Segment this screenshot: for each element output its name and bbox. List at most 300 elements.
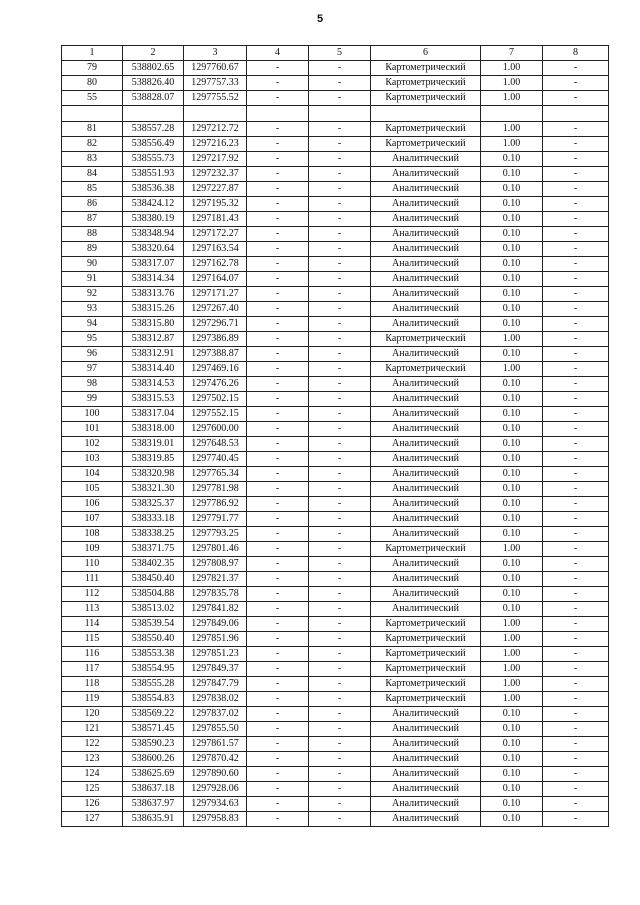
table-cell: Аналитический: [371, 722, 481, 737]
table-cell: -: [543, 122, 609, 137]
table-cell: 1.00: [481, 542, 543, 557]
table-cell: 538536.38: [123, 182, 184, 197]
table-cell: Аналитический: [371, 437, 481, 452]
table-cell: -: [247, 452, 309, 467]
table-cell: -: [247, 167, 309, 182]
table-row: [62, 122, 609, 137]
table-cell: 101: [62, 422, 123, 437]
table-cell: 538637.97: [123, 797, 184, 812]
table-cell: -: [247, 302, 309, 317]
table-cell: 0.10: [481, 767, 543, 782]
table-cell: -: [247, 587, 309, 602]
table-cell: 0.10: [481, 587, 543, 602]
table-cell: -: [543, 767, 609, 782]
table-cell: 1297855.50: [184, 722, 247, 737]
table-cell: -: [543, 91, 609, 106]
table-row: [62, 362, 609, 377]
table-row: [62, 572, 609, 587]
table-cell: 96: [62, 347, 123, 362]
table-cell: 1297861.57: [184, 737, 247, 752]
table-cell: -: [247, 497, 309, 512]
table-row: [62, 752, 609, 767]
table-cell: 1297469.16: [184, 362, 247, 377]
column-header: 3: [184, 46, 247, 61]
table-cell: Картометрический: [371, 662, 481, 677]
table-cell: 108: [62, 527, 123, 542]
table-cell: 538318.00: [123, 422, 184, 437]
table-cell: -: [309, 617, 371, 632]
table-row: [62, 617, 609, 632]
table-cell: -: [309, 302, 371, 317]
table-cell: 0.10: [481, 437, 543, 452]
table-cell: Картометрический: [371, 362, 481, 377]
table-cell: -: [543, 527, 609, 542]
column-header: 8: [543, 46, 609, 61]
table-cell: -: [247, 61, 309, 76]
table-cell: -: [247, 317, 309, 332]
table-cell: 0.10: [481, 512, 543, 527]
table-cell: Аналитический: [371, 812, 481, 827]
table-cell: 1297841.82: [184, 602, 247, 617]
table-cell: 538828.07: [123, 91, 184, 106]
table-cell: 1297172.27: [184, 227, 247, 242]
table-cell: 538380.19: [123, 212, 184, 227]
table-cell: -: [309, 752, 371, 767]
table-cell: -: [309, 152, 371, 167]
table-cell: -: [309, 497, 371, 512]
table-cell: -: [543, 722, 609, 737]
table-cell: -: [309, 722, 371, 737]
table-cell: 1.00: [481, 677, 543, 692]
table-cell: 538317.07: [123, 257, 184, 272]
table-cell: -: [543, 152, 609, 167]
table-cell: 1.00: [481, 332, 543, 347]
table-cell: Картометрический: [371, 332, 481, 347]
table-cell: -: [309, 332, 371, 347]
table-cell: -: [309, 61, 371, 76]
table-cell: 1297791.77: [184, 512, 247, 527]
table-cell: Аналитический: [371, 287, 481, 302]
table-cell: 1297163.54: [184, 242, 247, 257]
table-cell: 88: [62, 227, 123, 242]
table-cell: 127: [62, 812, 123, 827]
table-cell: 1297600.00: [184, 422, 247, 437]
table-cell: 111: [62, 572, 123, 587]
table-cell: -: [309, 91, 371, 106]
table-cell: 538551.93: [123, 167, 184, 182]
table-cell: 538321.30: [123, 482, 184, 497]
table-cell: 1297740.45: [184, 452, 247, 467]
table-cell: 1297837.02: [184, 707, 247, 722]
table-cell: Аналитический: [371, 167, 481, 182]
table-row: [62, 707, 609, 722]
table-row: [62, 76, 609, 91]
table-row: [62, 692, 609, 707]
table-cell: 538319.01: [123, 437, 184, 452]
table-cell: -: [247, 212, 309, 227]
table-cell: 0.10: [481, 197, 543, 212]
table-cell: Аналитический: [371, 377, 481, 392]
table-cell: 538315.26: [123, 302, 184, 317]
table-cell: 538504.88: [123, 587, 184, 602]
table-cell: Аналитический: [371, 767, 481, 782]
table-cell: 55: [62, 91, 123, 106]
table-cell: Аналитический: [371, 152, 481, 167]
table-cell: 0.10: [481, 407, 543, 422]
table-cell: Аналитический: [371, 182, 481, 197]
table-cell: -: [543, 182, 609, 197]
table-cell: 123: [62, 752, 123, 767]
table-row: [62, 632, 609, 647]
table-cell: Аналитический: [371, 557, 481, 572]
table-row: [62, 137, 609, 152]
table-cell: -: [543, 422, 609, 437]
table-cell: -: [247, 137, 309, 152]
table-cell: -: [543, 467, 609, 482]
table-cell: 1.00: [481, 662, 543, 677]
table-cell: Картометрический: [371, 632, 481, 647]
column-header: 1: [62, 46, 123, 61]
table-cell: 538320.64: [123, 242, 184, 257]
table-cell: 1297808.97: [184, 557, 247, 572]
table-cell: 1297835.78: [184, 587, 247, 602]
table-cell: -: [247, 677, 309, 692]
table-cell: -: [543, 167, 609, 182]
table-cell: Аналитический: [371, 227, 481, 242]
table-cell: -: [247, 197, 309, 212]
table-cell: 538553.38: [123, 647, 184, 662]
table-cell: 82: [62, 137, 123, 152]
table-cell: -: [247, 76, 309, 91]
table-cell: 1297181.43: [184, 212, 247, 227]
table-cell: 538424.12: [123, 197, 184, 212]
table-cell: 90: [62, 257, 123, 272]
table-cell: -: [309, 482, 371, 497]
table-cell: 112: [62, 587, 123, 602]
table-cell: 0.10: [481, 782, 543, 797]
table-row: [62, 437, 609, 452]
table-cell: -: [309, 572, 371, 587]
table-cell: -: [247, 812, 309, 827]
table-cell: 1297195.32: [184, 197, 247, 212]
table-cell: 1297171.27: [184, 287, 247, 302]
table-cell: 538513.02: [123, 602, 184, 617]
table-row: [62, 91, 609, 106]
table-cell: -: [309, 512, 371, 527]
table-cell: -: [543, 602, 609, 617]
table-cell: 1297217.92: [184, 152, 247, 167]
table-cell: Аналитический: [371, 392, 481, 407]
table-cell: 126: [62, 797, 123, 812]
table-cell: 1297928.06: [184, 782, 247, 797]
table-cell: -: [309, 557, 371, 572]
table-cell: -: [309, 347, 371, 362]
table-cell: -: [247, 227, 309, 242]
table-row: [62, 152, 609, 167]
table-cell: Картометрический: [371, 122, 481, 137]
table-cell: -: [247, 692, 309, 707]
table-cell: 538315.53: [123, 392, 184, 407]
table-cell: Аналитический: [371, 212, 481, 227]
table-cell: -: [309, 167, 371, 182]
table-cell: 538569.22: [123, 707, 184, 722]
table-cell: 538625.69: [123, 767, 184, 782]
table-cell: 1297216.23: [184, 137, 247, 152]
table-cell: 1297838.02: [184, 692, 247, 707]
table-row: [62, 737, 609, 752]
table-cell: 110: [62, 557, 123, 572]
table-cell: 1.00: [481, 91, 543, 106]
table-cell: Аналитический: [371, 452, 481, 467]
table-cell: -: [309, 797, 371, 812]
table-row: [62, 407, 609, 422]
table-cell: -: [309, 272, 371, 287]
table-cell: 121: [62, 722, 123, 737]
table-cell: 1.00: [481, 137, 543, 152]
table-cell: 538557.28: [123, 122, 184, 137]
table-row: [62, 602, 609, 617]
table-row: [62, 287, 609, 302]
table-cell: 538338.25: [123, 527, 184, 542]
table-row: [62, 497, 609, 512]
table-cell: -: [247, 602, 309, 617]
table-cell: -: [543, 782, 609, 797]
table-cell: Картометрический: [371, 647, 481, 662]
table-cell: -: [543, 677, 609, 692]
table-cell: -: [543, 76, 609, 91]
table-cell: Картометрический: [371, 692, 481, 707]
table-cell: -: [543, 242, 609, 257]
table-row: [62, 662, 609, 677]
table-cell: 538571.45: [123, 722, 184, 737]
table-cell: Аналитический: [371, 587, 481, 602]
table-cell: 1297821.37: [184, 572, 247, 587]
table-cell: 117: [62, 662, 123, 677]
table-cell: 0.10: [481, 482, 543, 497]
table-cell: 538600.26: [123, 752, 184, 767]
table-cell: -: [543, 497, 609, 512]
table-cell: 1.00: [481, 61, 543, 76]
table-cell: 0.10: [481, 152, 543, 167]
table-cell: 99: [62, 392, 123, 407]
table-cell: -: [247, 782, 309, 797]
table-cell: 107: [62, 512, 123, 527]
table-cell: 122: [62, 737, 123, 752]
table-cell: 92: [62, 287, 123, 302]
table-cell: -: [309, 647, 371, 662]
table-cell: 538317.04: [123, 407, 184, 422]
table-cell: -: [309, 707, 371, 722]
table-cell: -: [543, 257, 609, 272]
table-cell: -: [309, 76, 371, 91]
table-cell: -: [247, 377, 309, 392]
table-cell: Аналитический: [371, 602, 481, 617]
table-cell: Картометрический: [371, 91, 481, 106]
table-cell: 0.10: [481, 722, 543, 737]
table-row: [62, 587, 609, 602]
coordinates-table: [61, 45, 609, 827]
table-cell: -: [543, 407, 609, 422]
table-cell: -: [247, 512, 309, 527]
table-cell: -: [543, 362, 609, 377]
table-cell: 85: [62, 182, 123, 197]
table-cell: -: [247, 437, 309, 452]
table-cell: -: [543, 212, 609, 227]
table-row: [62, 452, 609, 467]
table-cell: -: [247, 407, 309, 422]
table-cell: 0.10: [481, 602, 543, 617]
table-row: [62, 557, 609, 572]
table-cell: 114: [62, 617, 123, 632]
table-cell: 1297870.42: [184, 752, 247, 767]
table-cell: Аналитический: [371, 197, 481, 212]
table-cell: 1297502.15: [184, 392, 247, 407]
table-cell: Аналитический: [371, 797, 481, 812]
table-cell: -: [309, 242, 371, 257]
table-cell: Аналитический: [371, 707, 481, 722]
table-row: [62, 467, 609, 482]
table-cell: 538333.18: [123, 512, 184, 527]
table-cell: -: [309, 317, 371, 332]
table-cell: 0.10: [481, 182, 543, 197]
table-row: [62, 677, 609, 692]
table-cell: 105: [62, 482, 123, 497]
table-cell: 0.10: [481, 422, 543, 437]
table-cell: [247, 106, 309, 122]
table-cell: -: [543, 287, 609, 302]
table-cell: 538554.95: [123, 662, 184, 677]
table-cell: -: [309, 542, 371, 557]
table-row: [62, 167, 609, 182]
table-cell: 538314.40: [123, 362, 184, 377]
table-cell: Аналитический: [371, 272, 481, 287]
table-cell: 1297760.67: [184, 61, 247, 76]
table-cell: 538637.18: [123, 782, 184, 797]
table-cell: 84: [62, 167, 123, 182]
table-cell: -: [309, 392, 371, 407]
table-cell: 1297847.79: [184, 677, 247, 692]
table-cell: -: [543, 752, 609, 767]
table-cell: 1.00: [481, 647, 543, 662]
table-row: [62, 512, 609, 527]
table-row: [62, 347, 609, 362]
column-header: 2: [123, 46, 184, 61]
table-cell: Картометрический: [371, 677, 481, 692]
table-cell: -: [543, 482, 609, 497]
table-cell: 1297765.34: [184, 467, 247, 482]
table-cell: Аналитический: [371, 497, 481, 512]
table-cell: 0.10: [481, 557, 543, 572]
column-header: 5: [309, 46, 371, 61]
table-cell: 538312.87: [123, 332, 184, 347]
table-cell: Картометрический: [371, 137, 481, 152]
table-cell: 0.10: [481, 812, 543, 827]
table-cell: 1.00: [481, 632, 543, 647]
table-cell: -: [309, 362, 371, 377]
table-cell: 1297786.92: [184, 497, 247, 512]
table-cell: 97: [62, 362, 123, 377]
table-cell: 0.10: [481, 737, 543, 752]
table-cell: 538450.40: [123, 572, 184, 587]
table-cell: 87: [62, 212, 123, 227]
table-cell: 1297648.53: [184, 437, 247, 452]
table-cell: Аналитический: [371, 257, 481, 272]
table-cell: Аналитический: [371, 347, 481, 362]
table-cell: -: [543, 737, 609, 752]
table-cell: -: [543, 557, 609, 572]
table-cell: -: [247, 182, 309, 197]
table-cell: Аналитический: [371, 422, 481, 437]
table-cell: 1.00: [481, 76, 543, 91]
table-cell: 1297232.37: [184, 167, 247, 182]
table-cell: -: [543, 572, 609, 587]
table-cell: 100: [62, 407, 123, 422]
table-cell: 1297958.83: [184, 812, 247, 827]
table-cell: 538314.34: [123, 272, 184, 287]
table-cell: 538325.37: [123, 497, 184, 512]
table-row: [62, 722, 609, 737]
table-cell: -: [543, 452, 609, 467]
table-cell: 1.00: [481, 362, 543, 377]
table-cell: 538556.49: [123, 137, 184, 152]
table-cell: -: [247, 572, 309, 587]
table-row: [62, 782, 609, 797]
table-cell: -: [309, 692, 371, 707]
table-cell: 1297890.60: [184, 767, 247, 782]
table-cell: 538802.65: [123, 61, 184, 76]
table-cell: -: [247, 542, 309, 557]
table-cell: -: [247, 662, 309, 677]
table-cell: -: [247, 617, 309, 632]
table-cell: Аналитический: [371, 242, 481, 257]
table-cell: 538312.91: [123, 347, 184, 362]
table-cell: 0.10: [481, 257, 543, 272]
table-cell: -: [543, 227, 609, 242]
table-cell: -: [309, 407, 371, 422]
table-cell: 0.10: [481, 392, 543, 407]
table-row: [62, 242, 609, 257]
table-cell: -: [543, 437, 609, 452]
table-cell: 0.10: [481, 497, 543, 512]
table-cell: 538402.35: [123, 557, 184, 572]
table-cell: 95: [62, 332, 123, 347]
table-cell: Аналитический: [371, 782, 481, 797]
table-cell: -: [543, 662, 609, 677]
table-cell: 538555.73: [123, 152, 184, 167]
table-cell: 1297388.87: [184, 347, 247, 362]
table-cell: 86: [62, 197, 123, 212]
table-cell: 0.10: [481, 167, 543, 182]
table-cell: [123, 106, 184, 122]
table-cell: 0.10: [481, 572, 543, 587]
table-cell: 1297849.06: [184, 617, 247, 632]
table-cell: Аналитический: [371, 317, 481, 332]
table-cell: -: [309, 737, 371, 752]
table-cell: 538315.80: [123, 317, 184, 332]
table-cell: 116: [62, 647, 123, 662]
table-cell: -: [543, 347, 609, 362]
table-cell: 0.10: [481, 242, 543, 257]
table-cell: 125: [62, 782, 123, 797]
table-cell: 538590.23: [123, 737, 184, 752]
table-cell: Картометрический: [371, 542, 481, 557]
table-cell: 0.10: [481, 467, 543, 482]
table-row: [62, 377, 609, 392]
table-cell: -: [247, 91, 309, 106]
table-cell: -: [247, 257, 309, 272]
table-cell: -: [247, 392, 309, 407]
table-cell: -: [309, 677, 371, 692]
